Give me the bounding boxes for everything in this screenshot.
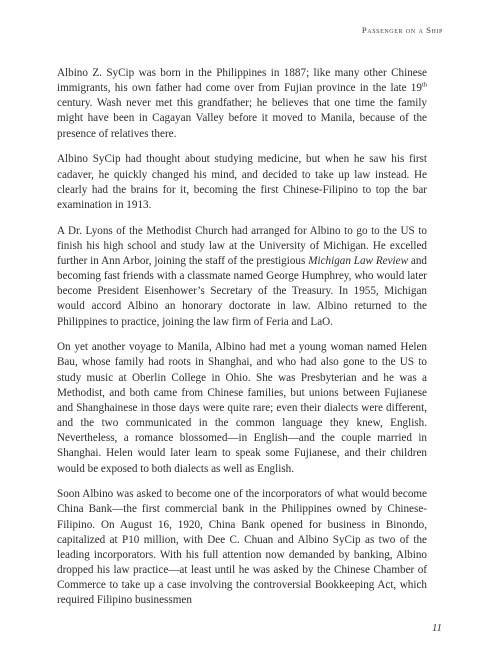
paragraph-birth-text-end: century. Wash never met this grandfather; he believes that one time the family might have been in Cagayan Valley before it moved to Manila, because of the presence of relatives there. (57, 97, 427, 140)
paragraph-birth (57, 66, 427, 142)
paragraph-marriage: On yet another voyage to Manila, Albino had met a young woman named Helen Bau, whose family had roots in Shanghai, and who had also gone to the US to study music at Oberlin College in Ohio. She was Presbyterian and he was a Methodist, and both came from Chinese families, but unions between Fujianese and Shanghainese in those days were quite rare; even their dialects were different, and the two communicated in the common language they knew, English. Nevertheless, a romance blossomed—in English—and the couple married in Shanghai. Helen would later learn to speak some Fujianese, and their children would be exposed to both dialects as well as English. (57, 341, 427, 475)
paragraph-law-career: Albino SyCip had thought about studying medicine, but when he saw his first cadaver, he quickly changed his mind, and decided to take up law instead. He clearly had the brains for it, becoming the first Chinese-Filipino to top the bar examination in 1913. (57, 153, 427, 211)
paragraph-michigan (57, 224, 427, 330)
running-header: Passenger on a Ship (361, 25, 443, 35)
publication-title: Michigan Law Review (308, 254, 409, 267)
paragraph-birth-text-start: Albino Z. SyCip was born in the Philippines in 1887; like many other Chinese immigrants, his own father had come over from Fujian province in the late 19 (57, 67, 427, 95)
page-number: 11 (431, 622, 442, 634)
paragraph-michigan-text-start: A Dr. Lyons of the Methodist Church had arranged for Albino to go to the US to finish his high school and study law at the University of Michigan. He excelled further in Ann Arbor, joining the staff of the prestigious (57, 224, 427, 267)
paragraph-michigan-text-end: and becoming fast friends with a classmate named George Humphrey, who would later become President Eisenhower’s Secretary of the Treasury. In 1955, Michigan would accord Albino an honorary doctorate in law. Albino returned to the Philippines to practice, joining the law firm of Feria and LaO. (57, 254, 427, 328)
body-text (57, 66, 427, 609)
paragraph-china-bank: Soon Albino was asked to become one of the incorporators of what would become China Bank—the first commercial bank in the Philippines owned by Chinese-Filipino. On August 16, 1920, China Bank opened for business in Binondo, capitalized at P10 million, with Dee C. Chuan and Albino SyCip as two of the leading incorporators. With his full attention now demanded by banking, Albino dropped his law practice—at least until he was asked by the Chinese Chamber of Commerce to take up a case involving the controversial Bookkeeping Act, which required Filipino businessmen (57, 488, 427, 607)
ordinal-superscript: th (421, 81, 427, 89)
